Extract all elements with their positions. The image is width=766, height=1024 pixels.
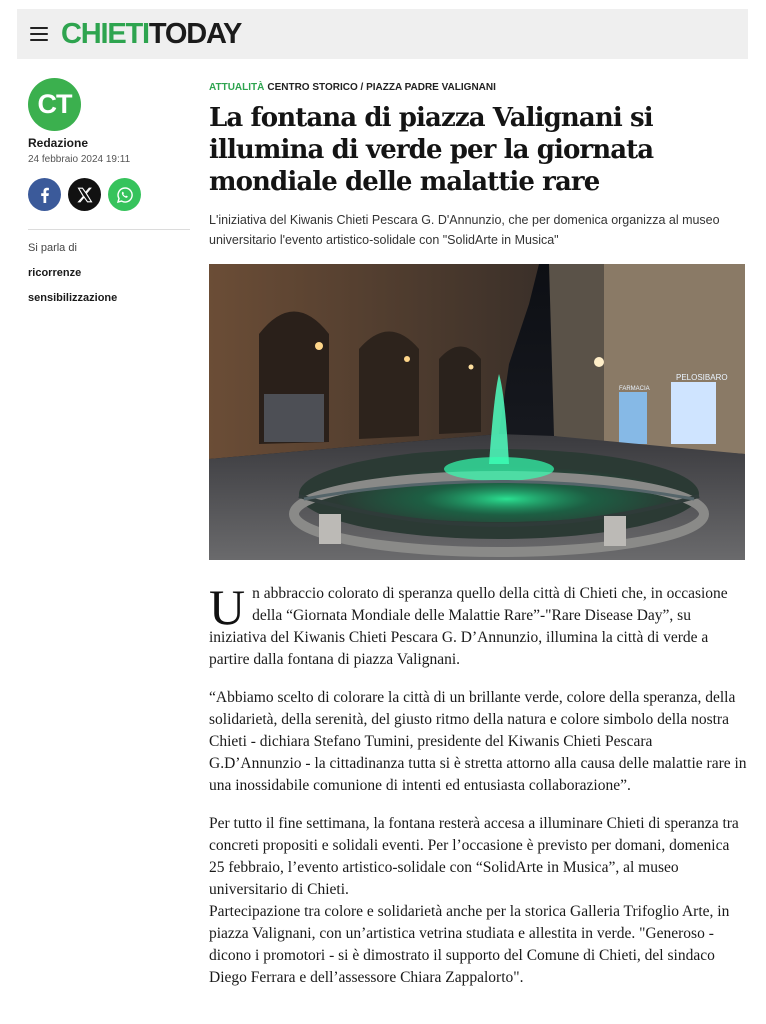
facebook-icon bbox=[37, 187, 53, 203]
sidebar-divider bbox=[28, 229, 190, 230]
hamburger-menu-icon[interactable] bbox=[30, 27, 48, 41]
article-title: La fontana di piazza Valignani si illumina di verde per la giornata mondiale delle malattie rare bbox=[209, 103, 654, 197]
avatar-initials: CT bbox=[37, 89, 72, 119]
section-link[interactable]: ATTUALITÀ bbox=[209, 82, 265, 93]
article-paragraph-1 bbox=[209, 579, 747, 671]
facebook-share-button[interactable] bbox=[28, 178, 61, 211]
author-name[interactable]: Redazione bbox=[28, 136, 89, 150]
pharmacy-sign-text: FARMACIA bbox=[619, 386, 650, 392]
article-sidebar bbox=[28, 78, 190, 304]
whatsapp-icon bbox=[116, 186, 134, 204]
logo-part-today: TODAY bbox=[148, 17, 242, 50]
article-subtitle: L'iniziativa del Kiwanis Chieti Pescara G. D'Annunzio, che per domenica organizza al museo universitario l'evento artistico-solidale con "SolidArte in Musica" bbox=[209, 213, 720, 247]
location-breadcrumb[interactable]: CENTRO STORICO / PIAZZA PADRE VALIGNANI bbox=[267, 82, 496, 93]
publish-date: 24 febbraio 2024 19:11 bbox=[28, 154, 131, 165]
article-photo-fountain[interactable] bbox=[209, 264, 745, 560]
logo-part-chieti: CHIETI bbox=[61, 17, 149, 50]
article-paragraph-4: Partecipazione tra colore e solidarietà anche per la storica Galleria Trifoglio Arte, in piazza Valignani, con un’artistica vetrina studiata e allestita in verde. "Generoso - dicono i promotori - si è dimostrato il supporto del Comune di Chieti, del sindaco Diego Ferrara e dell’assessore Chiara Zappalorto". bbox=[209, 903, 730, 986]
author-avatar[interactable] bbox=[28, 78, 81, 131]
share-buttons bbox=[28, 178, 190, 211]
shop-sign-text: PELOSIBARO bbox=[676, 373, 728, 382]
article-paragraph-2: “Abbiamo scelto di colorare la città di un brillante verde, colore della speranza, della solidarietà, della serenità, del giusto ritmo della natura e colore simbolo della nostra Chieti - dichiara Stefano Tumini, presidente del Kiwanis Chieti Pescara G.D’Annunzio - la cittadinanza tutta si è stretta attorno alla causa delle malattie rare in una inossidabile comunione di intenti ed entusiasta collaborazione”. bbox=[209, 689, 747, 794]
site-header bbox=[17, 9, 748, 59]
tag-ricorrenze[interactable]: ricorrenze bbox=[28, 267, 82, 279]
article-kicker bbox=[209, 82, 747, 93]
drop-cap: U bbox=[209, 579, 246, 635]
article-body bbox=[209, 579, 747, 989]
x-share-button[interactable] bbox=[68, 178, 101, 211]
tag-sensibilizzazione[interactable]: sensibilizzazione bbox=[28, 292, 118, 304]
x-icon bbox=[77, 187, 93, 203]
article-paragraph-3: Per tutto il fine settimana, la fontana resterà accesa a illuminare Chieti di speranza tra concreti propositi e solidali eventi. Per l’occasione è previsto per domani, domenica 25 febbraio, l’evento artistico-solidale con “SolidArte in Musica”, al museo universitario di Chieti. bbox=[209, 815, 739, 898]
paragraph-1-text: n abbraccio colorato di speranza quello della città di Chieti che, in occasione della “Giornata Mondiale delle Malattie Rare”-"Rare Disease Day”, su iniziativa del Kiwanis Chieti Pescara G. D’Annunzio, illumina la città di verde a partire dalla fontana di piazza Valignani. bbox=[209, 585, 728, 668]
site-logo[interactable] bbox=[61, 17, 242, 50]
article-main bbox=[209, 82, 747, 1005]
whatsapp-share-button[interactable] bbox=[108, 178, 141, 211]
topics-label: Si parla di bbox=[28, 242, 77, 254]
